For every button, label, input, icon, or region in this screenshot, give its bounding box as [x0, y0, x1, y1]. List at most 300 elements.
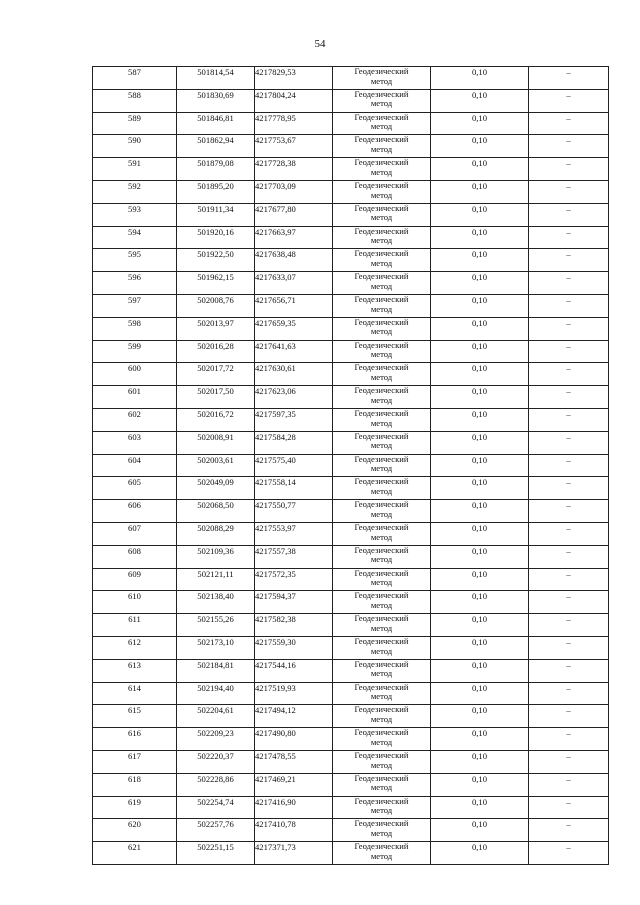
table-row — [93, 386, 609, 409]
dash-cell: – — [529, 659, 609, 682]
point-number-cell: 619 — [93, 796, 177, 819]
point-number-cell: 600 — [93, 363, 177, 386]
dash-cell: – — [529, 636, 609, 659]
y-coordinate-cell: 4217553,97 — [255, 522, 333, 545]
accuracy-cell: 0,10 — [431, 135, 529, 158]
dash-cell: – — [529, 180, 609, 203]
dash-cell: – — [529, 682, 609, 705]
x-coordinate-cell: 502254,74 — [177, 796, 255, 819]
dash-cell: – — [529, 203, 609, 226]
accuracy-cell: 0,10 — [431, 728, 529, 751]
method-line-1: Геодезический — [354, 613, 409, 624]
point-number-cell: 612 — [93, 636, 177, 659]
method-line-2: метод — [370, 782, 393, 793]
method-line-2: метод — [370, 759, 393, 770]
method-line-2: метод — [370, 577, 393, 588]
dash-cell: – — [529, 158, 609, 181]
method-cell — [333, 89, 431, 112]
table-row — [93, 614, 609, 637]
x-coordinate-cell: 502017,72 — [177, 363, 255, 386]
point-number-cell: 602 — [93, 408, 177, 431]
page-number: 54 — [314, 38, 326, 50]
method-cell — [333, 728, 431, 751]
method-line-2: метод — [370, 508, 393, 519]
method-line-1: Геодезический — [354, 340, 409, 350]
method-line-2: метод — [370, 121, 393, 132]
accuracy-cell: 0,10 — [431, 636, 529, 659]
accuracy-cell: 0,10 — [431, 294, 529, 317]
y-coordinate-cell: 4217656,71 — [255, 294, 333, 317]
y-coordinate-cell: 4217544,16 — [255, 659, 333, 682]
coordinates-table — [92, 66, 609, 865]
y-coordinate-cell: 4217584,28 — [255, 431, 333, 454]
table-row — [93, 89, 609, 112]
dash-cell: – — [529, 294, 609, 317]
method-line-2: метод — [370, 417, 393, 428]
accuracy-cell: 0,10 — [431, 226, 529, 249]
y-coordinate-cell: 4217559,30 — [255, 636, 333, 659]
y-coordinate-cell: 4217663,97 — [255, 226, 333, 249]
method-line-1: Геодезический — [354, 431, 409, 441]
point-number-cell: 611 — [93, 614, 177, 637]
method-line-1: Геодезический — [354, 796, 409, 806]
y-coordinate-cell: 4217804,24 — [255, 89, 333, 112]
x-coordinate-cell: 501962,15 — [177, 272, 255, 295]
point-number-cell: 592 — [93, 180, 177, 203]
dash-cell: – — [529, 340, 609, 363]
x-coordinate-cell: 502121,11 — [177, 568, 255, 591]
method-line-1: Геодезический — [354, 568, 409, 578]
method-line-2: метод — [370, 645, 393, 656]
table-row — [93, 294, 609, 317]
accuracy-cell: 0,10 — [431, 750, 529, 773]
method-cell — [333, 249, 431, 272]
point-number-cell: 601 — [93, 386, 177, 409]
method-line-1: Геодезический — [354, 659, 409, 669]
method-cell — [333, 363, 431, 386]
table-row — [93, 249, 609, 272]
x-coordinate-cell: 502257,76 — [177, 819, 255, 842]
x-coordinate-cell: 502003,61 — [177, 454, 255, 477]
dash-cell: – — [529, 522, 609, 545]
method-line-2: метод — [370, 850, 393, 861]
method-line-1: Геодезический — [354, 317, 409, 327]
point-number-cell: 615 — [93, 705, 177, 728]
accuracy-cell: 0,10 — [431, 659, 529, 682]
method-cell — [333, 773, 431, 796]
method-line-1: Геодезический — [354, 180, 409, 190]
accuracy-cell: 0,10 — [431, 203, 529, 226]
table-row — [93, 363, 609, 386]
point-number-cell: 606 — [93, 500, 177, 523]
method-line-1: Геодезический — [354, 590, 409, 601]
method-line-1: Геодезический — [354, 271, 409, 282]
table-row — [93, 135, 609, 158]
table-row — [93, 522, 609, 545]
method-line-2: метод — [370, 394, 393, 405]
table-row — [93, 568, 609, 591]
accuracy-cell: 0,10 — [431, 158, 529, 181]
method-line-1: Геодезический — [354, 134, 409, 145]
y-coordinate-cell: 4217728,38 — [255, 158, 333, 181]
accuracy-cell: 0,10 — [431, 272, 529, 295]
x-coordinate-cell: 502016,72 — [177, 408, 255, 431]
method-line-1: Геодезический — [354, 294, 409, 304]
method-cell — [333, 454, 431, 477]
method-line-1: Геодезический — [354, 522, 409, 532]
x-coordinate-cell: 501830,69 — [177, 89, 255, 112]
method-line-1: Геодезический — [354, 704, 409, 715]
y-coordinate-cell: 4217575,40 — [255, 454, 333, 477]
dash-cell: – — [529, 750, 609, 773]
method-cell — [333, 842, 431, 865]
method-line-1: Геодезический — [354, 636, 409, 646]
table-row — [93, 180, 609, 203]
method-cell — [333, 682, 431, 705]
method-line-2: метод — [370, 349, 393, 360]
x-coordinate-cell: 501814,54 — [177, 67, 255, 90]
dash-cell: – — [529, 614, 609, 637]
table-row — [93, 67, 609, 90]
y-coordinate-cell: 4217557,38 — [255, 545, 333, 568]
method-cell — [333, 180, 431, 203]
method-line-2: метод — [370, 75, 393, 86]
method-cell — [333, 568, 431, 591]
dash-cell: – — [529, 568, 609, 591]
point-number-cell: 590 — [93, 135, 177, 158]
x-coordinate-cell: 502184,81 — [177, 659, 255, 682]
y-coordinate-cell: 4217630,61 — [255, 363, 333, 386]
method-line-2: метод — [370, 326, 393, 337]
method-cell — [333, 272, 431, 295]
table-row — [93, 500, 609, 523]
x-coordinate-cell: 502049,09 — [177, 477, 255, 500]
y-coordinate-cell: 4217490,80 — [255, 728, 333, 751]
table-row — [93, 705, 609, 728]
point-number-cell: 604 — [93, 454, 177, 477]
dash-cell: – — [529, 386, 609, 409]
y-coordinate-cell: 4217410,78 — [255, 819, 333, 842]
method-line-2: метод — [370, 463, 393, 474]
method-line-2: метод — [370, 143, 393, 154]
dash-cell: – — [529, 477, 609, 500]
method-line-1: Геодезический — [354, 727, 409, 738]
point-number-cell: 610 — [93, 591, 177, 614]
table-row — [93, 340, 609, 363]
table-row — [93, 477, 609, 500]
accuracy-cell: 0,10 — [431, 180, 529, 203]
accuracy-cell: 0,10 — [431, 408, 529, 431]
accuracy-cell: 0,10 — [431, 500, 529, 523]
table-row — [93, 545, 609, 568]
x-coordinate-cell: 502209,23 — [177, 728, 255, 751]
dash-cell: – — [529, 112, 609, 135]
accuracy-cell: 0,10 — [431, 682, 529, 705]
method-line-1: Геодезический — [354, 682, 409, 692]
x-coordinate-cell: 502068,50 — [177, 500, 255, 523]
point-number-cell: 587 — [93, 67, 177, 90]
table-row — [93, 773, 609, 796]
x-coordinate-cell: 502251,15 — [177, 842, 255, 865]
point-number-cell: 616 — [93, 728, 177, 751]
method-cell — [333, 750, 431, 773]
table-row — [93, 317, 609, 340]
table-row — [93, 636, 609, 659]
method-line-2: метод — [370, 713, 393, 724]
x-coordinate-cell: 502088,29 — [177, 522, 255, 545]
method-line-2: метод — [370, 235, 393, 246]
method-cell — [333, 340, 431, 363]
table-row — [93, 226, 609, 249]
point-number-cell: 603 — [93, 431, 177, 454]
method-line-2: метод — [370, 668, 393, 679]
method-line-2: метод — [370, 166, 393, 177]
table-row — [93, 659, 609, 682]
accuracy-cell: 0,10 — [431, 363, 529, 386]
y-coordinate-cell: 4217778,95 — [255, 112, 333, 135]
dash-cell: – — [529, 363, 609, 386]
accuracy-cell: 0,10 — [431, 112, 529, 135]
method-cell — [333, 614, 431, 637]
table-row — [93, 819, 609, 842]
x-coordinate-cell: 502173,10 — [177, 636, 255, 659]
x-coordinate-cell: 502017,50 — [177, 386, 255, 409]
method-line-2: метод — [370, 212, 393, 223]
method-cell — [333, 67, 431, 90]
method-line-2: метод — [370, 691, 393, 702]
table-row — [93, 272, 609, 295]
method-line-1: Геодезический — [354, 408, 409, 418]
table-row — [93, 842, 609, 865]
accuracy-cell: 0,10 — [431, 705, 529, 728]
y-coordinate-cell: 4217623,06 — [255, 386, 333, 409]
y-coordinate-cell: 4217633,07 — [255, 272, 333, 295]
accuracy-cell: 0,10 — [431, 67, 529, 90]
method-line-2: метод — [370, 189, 393, 200]
x-coordinate-cell: 502155,26 — [177, 614, 255, 637]
y-coordinate-cell: 4217594,37 — [255, 591, 333, 614]
method-line-1: Геодезический — [354, 362, 409, 373]
accuracy-cell: 0,10 — [431, 386, 529, 409]
method-line-1: Геодезический — [354, 226, 409, 236]
accuracy-cell: 0,10 — [431, 249, 529, 272]
method-line-2: метод — [370, 805, 393, 816]
point-number-cell: 597 — [93, 294, 177, 317]
x-coordinate-cell: 502109,36 — [177, 545, 255, 568]
accuracy-cell: 0,10 — [431, 454, 529, 477]
table-row — [93, 203, 609, 226]
accuracy-cell: 0,10 — [431, 568, 529, 591]
point-number-cell: 608 — [93, 545, 177, 568]
dash-cell: – — [529, 728, 609, 751]
accuracy-cell: 0,10 — [431, 89, 529, 112]
table-row — [93, 682, 609, 705]
table-row — [93, 591, 609, 614]
x-coordinate-cell: 502008,91 — [177, 431, 255, 454]
method-line-1: Геодезический — [354, 385, 409, 396]
table-row — [93, 796, 609, 819]
method-cell — [333, 431, 431, 454]
point-number-cell: 598 — [93, 317, 177, 340]
accuracy-cell: 0,10 — [431, 819, 529, 842]
method-line-1: Геодезический — [354, 89, 409, 99]
x-coordinate-cell: 502220,37 — [177, 750, 255, 773]
y-coordinate-cell: 4217659,35 — [255, 317, 333, 340]
method-line-1: Геодезический — [354, 454, 409, 464]
y-coordinate-cell: 4217703,09 — [255, 180, 333, 203]
point-number-cell: 599 — [93, 340, 177, 363]
dash-cell: – — [529, 454, 609, 477]
x-coordinate-cell: 502013,97 — [177, 317, 255, 340]
y-coordinate-cell: 4217572,35 — [255, 568, 333, 591]
dash-cell: – — [529, 705, 609, 728]
method-line-2: метод — [370, 303, 393, 314]
method-line-2: метод — [370, 440, 393, 451]
x-coordinate-cell: 501895,20 — [177, 180, 255, 203]
point-number-cell: 617 — [93, 750, 177, 773]
point-number-cell: 593 — [93, 203, 177, 226]
method-line-1: Геодезический — [354, 499, 409, 510]
method-line-2: метод — [370, 736, 393, 747]
dash-cell: – — [529, 819, 609, 842]
dash-cell: – — [529, 431, 609, 454]
point-number-cell: 596 — [93, 272, 177, 295]
method-line-1: Геодезический — [354, 750, 409, 760]
method-cell — [333, 636, 431, 659]
method-line-2: метод — [370, 599, 393, 610]
y-coordinate-cell: 4217550,77 — [255, 500, 333, 523]
y-coordinate-cell: 4217597,35 — [255, 408, 333, 431]
y-coordinate-cell: 4217829,53 — [255, 67, 333, 90]
y-coordinate-cell: 4217519,93 — [255, 682, 333, 705]
dash-cell: – — [529, 796, 609, 819]
dash-cell: – — [529, 89, 609, 112]
dash-cell: – — [529, 67, 609, 90]
x-coordinate-cell: 501862,94 — [177, 135, 255, 158]
method-cell — [333, 819, 431, 842]
y-coordinate-cell: 4217677,80 — [255, 203, 333, 226]
method-cell — [333, 294, 431, 317]
method-line-1: Геодезический — [354, 818, 409, 829]
point-number-cell: 618 — [93, 773, 177, 796]
x-coordinate-cell: 501911,34 — [177, 203, 255, 226]
x-coordinate-cell: 502228,86 — [177, 773, 255, 796]
x-coordinate-cell: 501920,16 — [177, 226, 255, 249]
x-coordinate-cell: 502138,40 — [177, 591, 255, 614]
dash-cell: – — [529, 591, 609, 614]
method-cell — [333, 705, 431, 728]
x-coordinate-cell: 501879,08 — [177, 158, 255, 181]
table-row — [93, 112, 609, 135]
point-number-cell: 621 — [93, 842, 177, 865]
table-row — [93, 408, 609, 431]
accuracy-cell: 0,10 — [431, 431, 529, 454]
dash-cell: – — [529, 272, 609, 295]
y-coordinate-cell: 4217641,63 — [255, 340, 333, 363]
point-number-cell: 589 — [93, 112, 177, 135]
method-line-1: Геодезический — [354, 773, 409, 783]
point-number-cell: 607 — [93, 522, 177, 545]
method-line-1: Геодезический — [354, 112, 409, 122]
method-line-1: Геодезический — [354, 66, 409, 76]
point-number-cell: 594 — [93, 226, 177, 249]
method-cell — [333, 659, 431, 682]
dash-cell: – — [529, 545, 609, 568]
x-coordinate-cell: 502204,61 — [177, 705, 255, 728]
dash-cell: – — [529, 226, 609, 249]
accuracy-cell: 0,10 — [431, 522, 529, 545]
accuracy-cell: 0,10 — [431, 477, 529, 500]
dash-cell: – — [529, 773, 609, 796]
accuracy-cell: 0,10 — [431, 842, 529, 865]
method-cell — [333, 135, 431, 158]
method-cell — [333, 158, 431, 181]
table-row — [93, 728, 609, 751]
y-coordinate-cell: 4217558,14 — [255, 477, 333, 500]
y-coordinate-cell: 4217494,12 — [255, 705, 333, 728]
dash-cell: – — [529, 408, 609, 431]
method-line-2: метод — [370, 827, 393, 838]
method-line-1: Геодезический — [354, 476, 409, 487]
point-number-cell: 613 — [93, 659, 177, 682]
table-row — [93, 454, 609, 477]
dash-cell: – — [529, 135, 609, 158]
y-coordinate-cell: 4217582,38 — [255, 614, 333, 637]
method-cell — [333, 591, 431, 614]
method-cell — [333, 522, 431, 545]
accuracy-cell: 0,10 — [431, 591, 529, 614]
dash-cell: – — [529, 249, 609, 272]
point-number-cell: 595 — [93, 249, 177, 272]
method-cell — [333, 796, 431, 819]
method-cell — [333, 545, 431, 568]
method-cell — [333, 226, 431, 249]
accuracy-cell: 0,10 — [431, 773, 529, 796]
point-number-cell: 605 — [93, 477, 177, 500]
method-cell — [333, 203, 431, 226]
method-cell — [333, 386, 431, 409]
dash-cell: – — [529, 842, 609, 865]
method-line-2: метод — [370, 98, 393, 109]
method-cell — [333, 477, 431, 500]
method-line-1: Геодезический — [354, 545, 409, 555]
method-line-1: Геодезический — [354, 157, 409, 168]
point-number-cell: 614 — [93, 682, 177, 705]
method-line-2: метод — [370, 622, 393, 633]
x-coordinate-cell: 502016,28 — [177, 340, 255, 363]
accuracy-cell: 0,10 — [431, 340, 529, 363]
method-line-2: метод — [370, 280, 393, 291]
accuracy-cell: 0,10 — [431, 317, 529, 340]
x-coordinate-cell: 502194,40 — [177, 682, 255, 705]
x-coordinate-cell: 501846,81 — [177, 112, 255, 135]
y-coordinate-cell: 4217753,67 — [255, 135, 333, 158]
point-number-cell: 591 — [93, 158, 177, 181]
method-line-1: Геодезический — [354, 203, 409, 213]
coordinates-table-body — [93, 67, 609, 865]
dash-cell: – — [529, 500, 609, 523]
method-line-1: Геодезический — [354, 841, 409, 852]
point-number-cell: 609 — [93, 568, 177, 591]
table-row — [93, 158, 609, 181]
method-line-2: метод — [370, 371, 393, 382]
method-cell — [333, 408, 431, 431]
point-number-cell: 620 — [93, 819, 177, 842]
dash-cell: – — [529, 317, 609, 340]
y-coordinate-cell: 4217638,48 — [255, 249, 333, 272]
method-line-2: метод — [370, 531, 393, 542]
x-coordinate-cell: 501922,50 — [177, 249, 255, 272]
